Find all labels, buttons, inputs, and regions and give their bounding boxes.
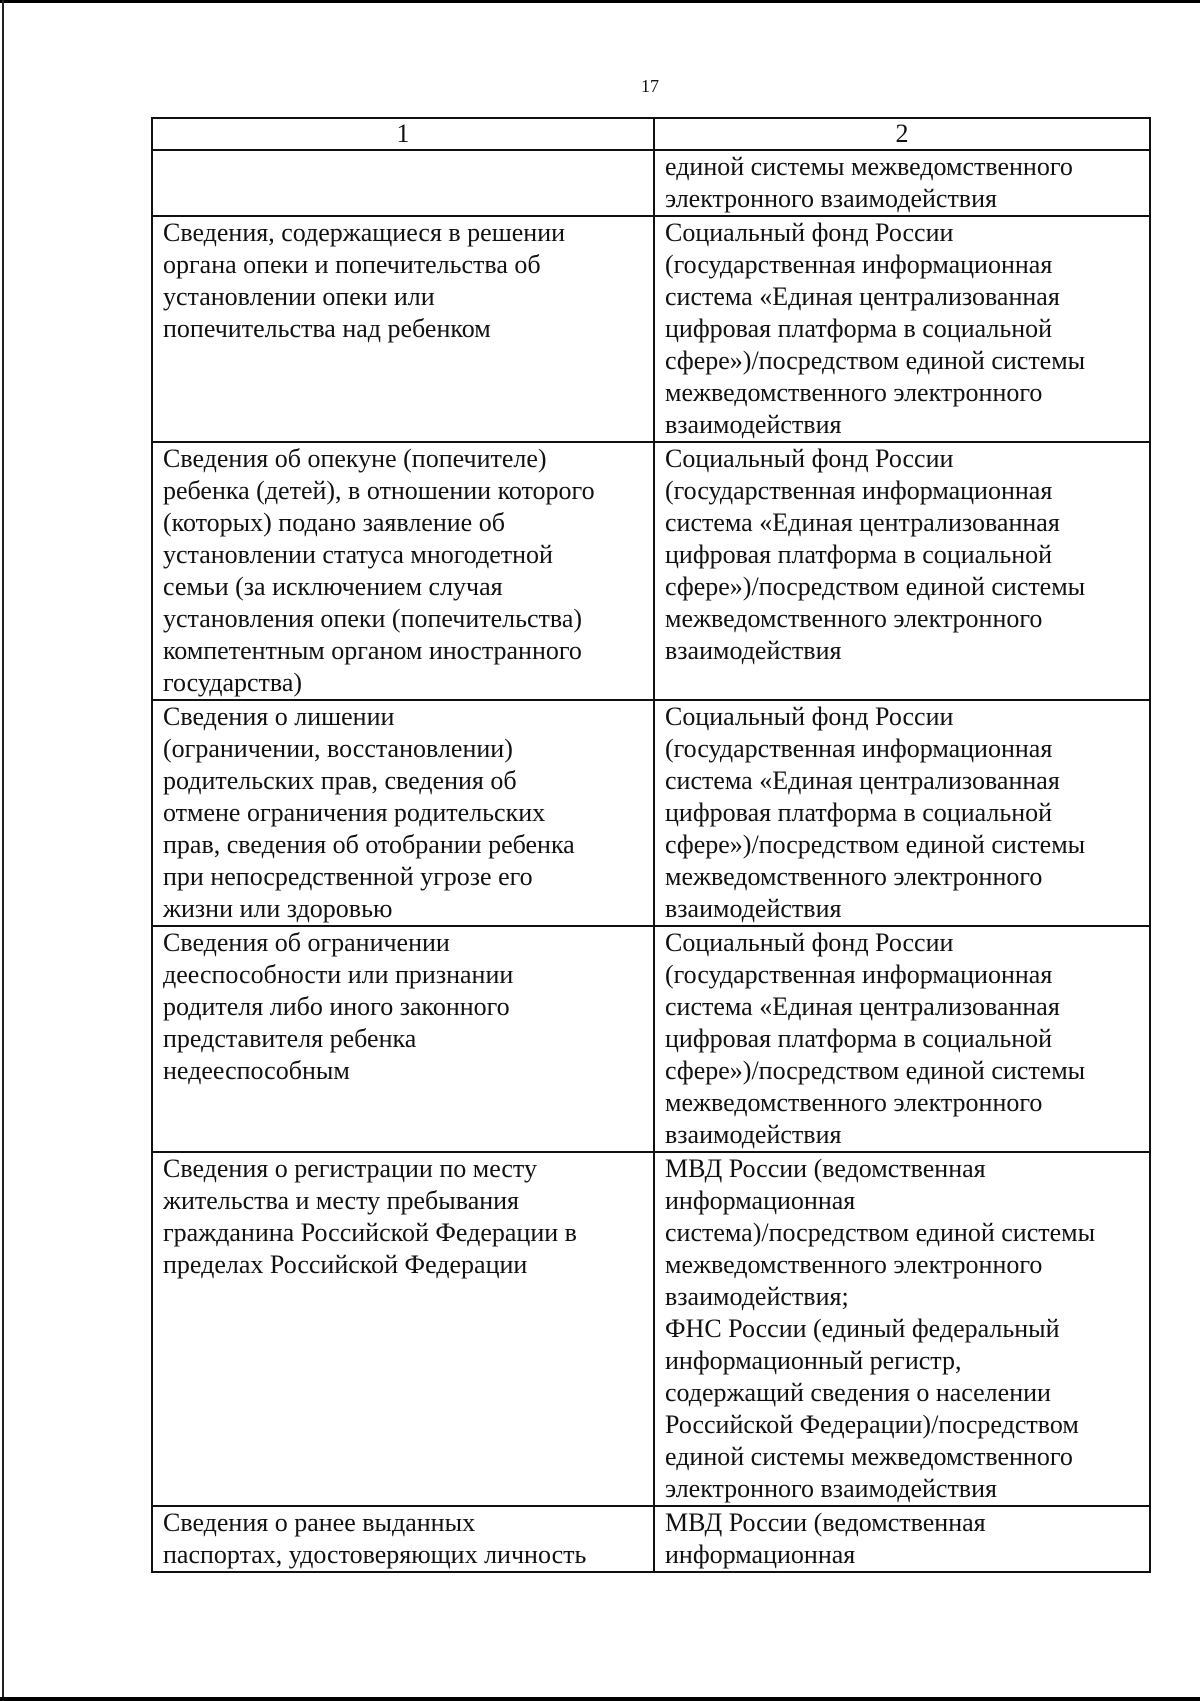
- table-cell-source: Социальный фонд России (государственная информационная система «Единая централизованная цифровая платформа в социальной сфере»)/посредством единой системы межведомственного электронного взаимодействия: [654, 442, 1150, 700]
- table-cell-source: Социальный фонд России (государственная информационная система «Единая централизованная цифровая платформа в социальной сфере»)/посредством единой системы межведомственного электронного взаимодействия: [654, 700, 1150, 926]
- page-number: 17: [641, 76, 659, 96]
- table-cell-source: Социальный фонд России (государственная информационная система «Единая централизованная цифровая платформа в социальной сфере»)/посредством единой системы межведомственного электронного взаимодействия: [654, 216, 1150, 442]
- table-row: [152, 926, 1150, 1152]
- table-row: [152, 700, 1150, 926]
- table-row: [152, 1506, 1150, 1572]
- data-sources-table: [151, 117, 1151, 1573]
- table-cell-information: [152, 150, 654, 216]
- table-cell-information: Сведения, содержащиеся в решении органа опеки и попечительства об установлении опеки или попечительства над ребенком: [152, 216, 654, 442]
- scan-edge-left: [2, 0, 4, 1701]
- table-row: [152, 442, 1150, 700]
- table-row: [152, 150, 1150, 216]
- column-header-1: 1: [152, 118, 654, 150]
- table-cell-source: МВД России (ведомственная информационная система)/посредством единой системы межведомственного электронного взаимодействия; ФНС России (единый федеральный информационный регистр, содержащий сведения о населении Российской Федерации)/посредством единой системы межведомственного электронного взаимодействия: [654, 1152, 1150, 1506]
- table-cell-information: Сведения о регистрации по месту жительства и месту пребывания гражданина Российской Федерации в пределах Российской Федерации: [152, 1152, 654, 1506]
- table-cell-source: МВД России (ведомственная информационная: [654, 1506, 1150, 1572]
- table-cell-information: Сведения об ограничении дееспособности или признании родителя либо иного законного представителя ребенка недееспособным: [152, 926, 654, 1152]
- table-row: [152, 216, 1150, 442]
- table-row: [152, 1152, 1150, 1506]
- column-header-2: 2: [654, 118, 1150, 150]
- table-header-row: [152, 118, 1150, 150]
- scan-edge-top: [0, 0, 1200, 3]
- table-cell-information: Сведения о лишении (ограничении, восстановлении) родительских прав, сведения об отмене ограничения родительских прав, сведения об отобрании ребенка при непосредственной угрозе его жизни или здоровью: [152, 700, 654, 926]
- table-cell-information: Сведения о ранее выданных паспортах, удостоверяющих личность: [152, 1506, 654, 1572]
- scan-edge-bottom: [0, 1697, 1200, 1701]
- table-cell-source: единой системы межведомственного электронного взаимодействия: [654, 150, 1150, 216]
- table-cell-information: Сведения об опекуне (попечителе) ребенка (детей), в отношении которого (которых) подано заявление об установлении статуса многодетной семьи (за исключением случая установления опеки (попечительства) компетентным органом иностранного государства): [152, 442, 654, 700]
- table-cell-source: Социальный фонд России (государственная информационная система «Единая централизованная цифровая платформа в социальной сфере»)/посредством единой системы межведомственного электронного взаимодействия: [654, 926, 1150, 1152]
